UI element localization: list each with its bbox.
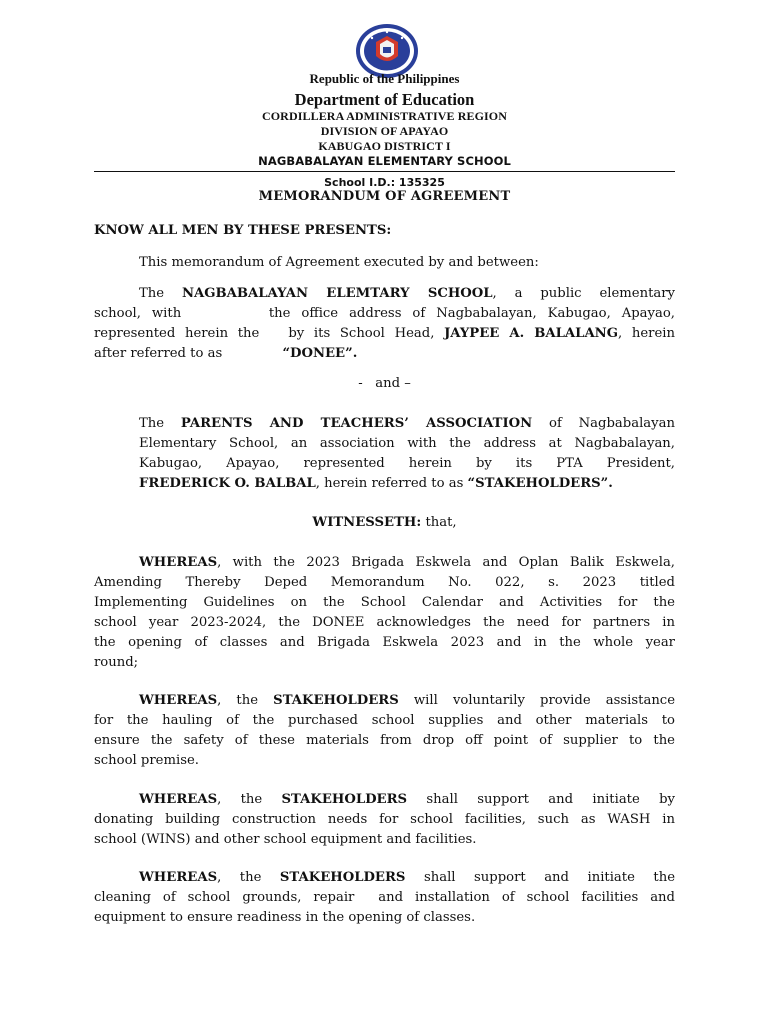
paragraph-line: [139, 414, 675, 434]
whereas-label: WHEREAS: [139, 693, 218, 708]
and-separator: - and –: [358, 376, 411, 391]
paragraph-line: [94, 691, 675, 711]
district-line: KABUGAO DISTRICT I: [318, 139, 451, 153]
school-line: NAGBABALAYAN ELEMENTARY SCHOOL: [258, 154, 511, 168]
school-id: School I.D.: 135325: [324, 176, 445, 189]
stakeholders-term: STAKEHOLDERS: [273, 693, 399, 708]
text-run: , the: [217, 693, 274, 708]
paragraph-line: [94, 324, 675, 344]
paragraph-line: Kabugao, Apayao, represented herein by its PTA President,: [139, 456, 675, 471]
text-run: after referred to as: [94, 346, 227, 361]
witnesseth-line: [94, 513, 675, 533]
stakeholders-term: “STAKEHOLDERS”.: [467, 476, 613, 491]
text-run: represented herein the by its School Head,: [94, 326, 445, 341]
paragraph-line: Implementing Guidelines on the School Calendar and Activities for the: [94, 595, 675, 610]
stakeholders-term: STAKEHOLDERS: [279, 870, 406, 885]
paragraph-line: school premise.: [94, 753, 199, 768]
text-run: , the: [217, 792, 282, 807]
whereas-label: WHEREAS: [139, 792, 218, 807]
paragraph-line: Elementary School, an association with the address at Nagbabalayan,: [139, 436, 675, 451]
text-run: shall support and initiate by: [407, 792, 675, 807]
text-run: , herein: [618, 326, 675, 341]
paragraph-line: Amending Thereby Deped Memorandum No. 022, s. 2023 titled: [94, 575, 675, 590]
paragraph-line: [94, 344, 675, 364]
donee-term: “DONEE”.: [282, 346, 358, 361]
pta-name: PARENTS AND TEACHERS’ ASSOCIATION: [180, 416, 533, 431]
paragraph-line: donating building construction needs for school facilities, such as WASH in: [94, 812, 675, 827]
paragraph-line: [94, 553, 675, 573]
paragraph-line: [94, 284, 675, 304]
text-run: The: [139, 416, 181, 431]
school-name: NAGBABALAYAN ELEMTARY SCHOOL: [181, 286, 493, 301]
republic-line: Republic of the Philippines: [309, 71, 460, 86]
text-run: that,: [421, 515, 457, 530]
paragraph-line: [94, 868, 675, 888]
whereas-label: WHEREAS: [139, 870, 218, 885]
text-run: shall support and initiate the: [405, 870, 675, 885]
department-line: Department of Education: [294, 90, 475, 109]
header-divider: [94, 171, 675, 172]
text-run: , herein referred to as: [315, 476, 468, 491]
pta-president-name: FREDERICK O. BALBAL: [139, 476, 316, 491]
party-stakeholders-paragraph: [139, 414, 675, 494]
text-run: , the: [217, 870, 280, 885]
know-all-heading: KNOW ALL MEN BY THESE PRESENTS:: [94, 223, 392, 238]
paragraph-line: [139, 474, 675, 494]
region-line: CORDILLERA ADMINISTRATIVE REGION: [261, 109, 508, 123]
paragraph-line: equipment to ensure readiness in the opening of classes.: [94, 910, 476, 925]
text-run: of Nagbabalayan: [532, 416, 675, 431]
text-run: will voluntarily provide assistance: [398, 693, 675, 708]
paragraph-line: for the hauling of the purchased school supplies and other materials to: [94, 713, 675, 728]
whereas-clause-1: [94, 553, 675, 673]
intro-line: This memorandum of Agreement executed by and between:: [139, 255, 539, 270]
paragraph-line: school (WINS) and other school equipment and facilities.: [94, 832, 477, 847]
paragraph-line: cleaning of school grounds, repair and installation of school facilities and: [94, 890, 675, 905]
whereas-clause-2: [94, 691, 675, 771]
document-title: MEMORANDUM OF AGREEMENT: [258, 189, 511, 204]
witnesseth-label: WITNESSETH:: [312, 515, 422, 530]
whereas-label: WHEREAS: [139, 555, 218, 570]
party-donee-paragraph: [94, 284, 675, 364]
text-run: The: [139, 286, 182, 301]
stakeholders-term: STAKEHOLDERS: [281, 792, 408, 807]
whereas-clause-4: [94, 868, 675, 928]
school-head-name: JAYPEE A. BALALANG: [444, 326, 618, 341]
text-run: , a public elementary: [492, 286, 675, 301]
whereas-clause-3: [94, 790, 675, 850]
paragraph-line: ensure the safety of these materials from drop off point of supplier to the: [94, 733, 675, 748]
paragraph-line: school year 2023-2024, the DONEE acknowledges the need for partners in: [94, 615, 675, 630]
division-line: DIVISION OF APAYAO: [320, 124, 449, 138]
text-run: , with the 2023 Brigada Eskwela and Oplan Balik Eskwela,: [217, 555, 675, 570]
paragraph-line: the opening of classes and Brigada Eskwela 2023 and in the whole year: [94, 635, 675, 650]
paragraph-line: round;: [94, 655, 139, 670]
paragraph-line: [94, 790, 675, 810]
paragraph-line: school, with the office address of Nagbabalayan, Kabugao, Apayao,: [94, 306, 675, 321]
